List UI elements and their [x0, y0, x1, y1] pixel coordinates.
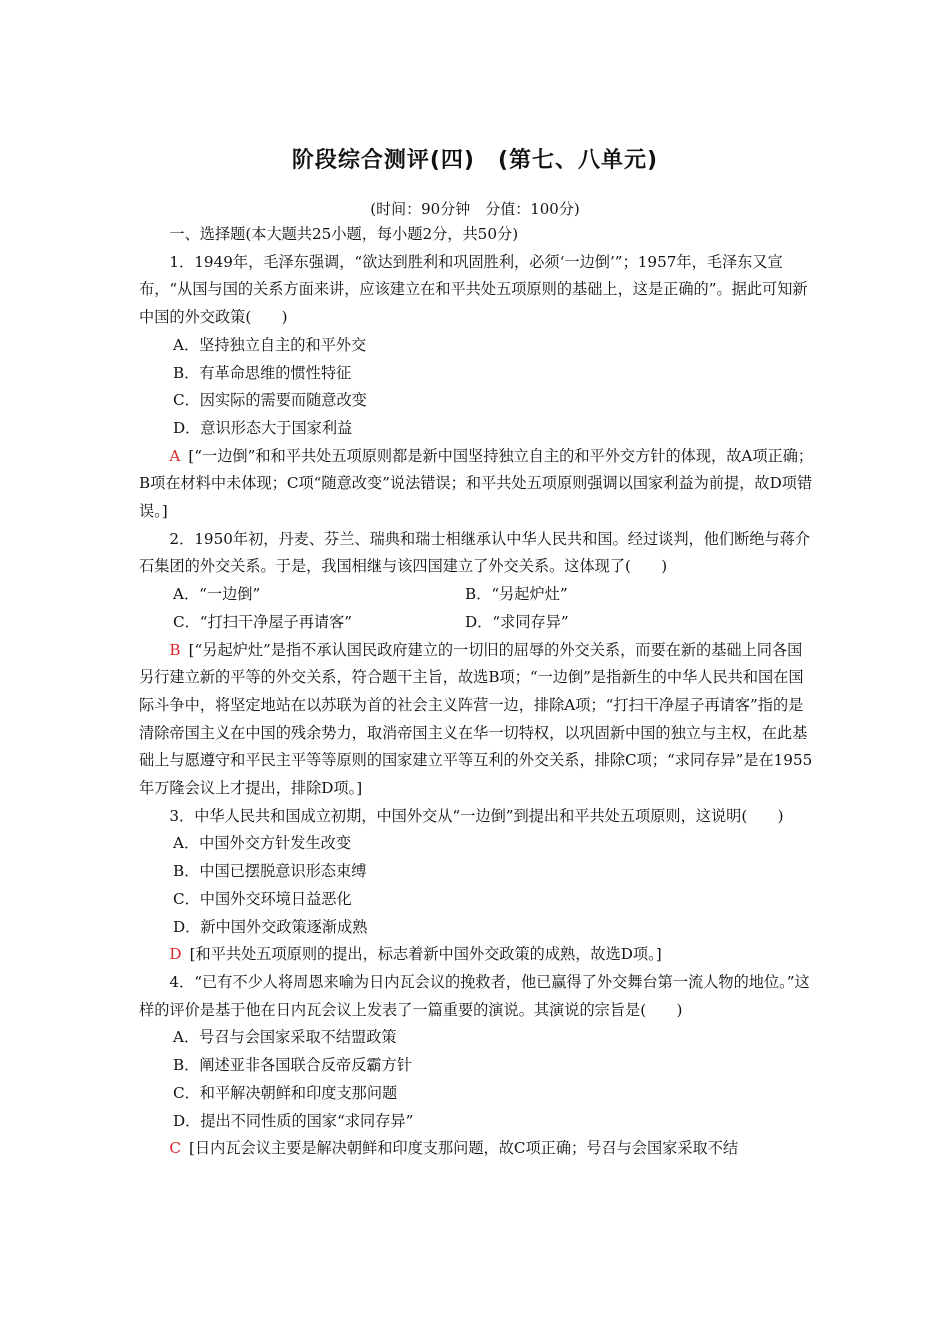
option-b: B．“另起炉灶”: [465, 585, 568, 604]
question-stem: 4．“已有不少人将周恩来喻为日内瓦会议的挽救者，他已赢得了外交舞台第一流人物的地位。”这样的评价是基于他在日内瓦会议上发表了一篇重要的演说。其演说的宗旨是( ): [139, 972, 810, 1019]
option-b: B．阐述亚非各国联合反帝反霸方针: [173, 1056, 412, 1075]
option-c: C．和平解决朝鲜和印度支那问题: [173, 1083, 398, 1102]
explanation-text: [“另起炉灶”是指不承认国民政府建立的一切旧的屈辱的外交关系，而要在新的基础上同各国另行建立新的平等的外交关系，符合题干主旨，故选B项；“一边倒”是指新生的中华人民共和国在国际斗争中，将坚定地站在以苏联为首的社会主义阵营一边，排除A项；“打扫干净屋子再请客”指的是清除帝国主义在中国的残余势力，取消帝国主义在华一切特权，以巩固新中国的独立与主权，在此基础上与愿遵守和平民主平等等原则的国家建立平等互利的外交关系，排除C项；“求同存异”是在1955年万隆会议上才提出，排除D项。]: [139, 640, 813, 798]
question-stem: 3．中华人民共和国成立初期，中国外交从“一边倒”到提出和平共处五项原则，这说明( ): [169, 806, 784, 825]
section-heading: 一、选择题(本大题共25小题，每小题2分，共50分): [169, 225, 519, 243]
document-body: [139, 221, 815, 1163]
page-title: 阶段综合测评(四) (第七、八单元): [291, 148, 659, 173]
options-row: [139, 609, 815, 637]
option-a: A．“一边倒”: [173, 585, 261, 604]
option-d: D．提出不同性质的国家“求同存异”: [173, 1111, 414, 1130]
explanation-text: [和平共处五项原则的提出，标志着新中国外交政策的成熟，故选D项。]: [189, 945, 662, 964]
question-stem: 2．1950年初，丹麦、芬兰、瑞典和瑞士相继承认中华人民共和国。经过谈判，他们断绝与蒋介石集团的外交关系。于是，我国相继与该四国建立了外交关系。这体现了( ): [139, 529, 811, 576]
question-1: [139, 249, 815, 526]
option-b: B．中国已摆脱意识形态束缚: [173, 862, 367, 881]
option-c: C．中国外交环境日益恶化: [173, 889, 352, 908]
answer-letter: C: [169, 1139, 182, 1158]
option-c: C．因实际的需要而随意改变: [173, 391, 367, 410]
question-stem: 1．1949年，毛泽东强调，“欲达到胜利和巩固胜利，必须‘一边倒’”；1957年，毛泽东又宣布，“从国与国的关系方面来讲，应该建立在和平共处五项原则的基础上，这是正确的”。据此可知新中国的外交政策( ): [139, 252, 808, 327]
question-3: [139, 803, 815, 969]
option-d: D．新中国外交政策逐渐成熟: [173, 917, 368, 936]
option-a: A．中国外交方针发生改变: [173, 834, 352, 853]
explanation-text: [日内瓦会议主要是解决朝鲜和印度支那问题，故C项正确；号召与会国家采取不结: [189, 1139, 739, 1158]
answer-letter: A: [169, 446, 181, 465]
option-a: A．坚持独立自主的和平外交: [173, 335, 367, 354]
answer-letter: B: [169, 640, 181, 659]
answer-explanation: [139, 637, 815, 803]
options-row: [139, 581, 815, 609]
option-b: B．有革命思维的惯性特征: [173, 363, 352, 382]
answer-letter: D: [169, 945, 182, 964]
option-c: C．“打扫干净屋子再请客”: [173, 612, 353, 631]
option-a: A．号召与会国家采取不结盟政策: [173, 1028, 397, 1047]
option-d: D．意识形态大于国家利益: [173, 418, 353, 437]
option-d: D．“求同存异”: [465, 612, 569, 631]
question-4: [139, 969, 815, 1163]
answer-explanation: [139, 1135, 815, 1163]
answer-explanation: [139, 443, 815, 526]
answer-explanation: [139, 941, 815, 969]
explanation-text: [“一边倒”和和平共处五项原则都是新中国坚持独立自主的和平外交方针的体现，故A项正确；B项在材料中未体现；C项“随意改变”说法错误；和平共处五项原则强调以国家利益为前提，故D项错误。]: [139, 446, 814, 521]
exam-meta: (时间：90分钟 分值：100分): [370, 200, 580, 218]
question-2: [139, 526, 815, 803]
